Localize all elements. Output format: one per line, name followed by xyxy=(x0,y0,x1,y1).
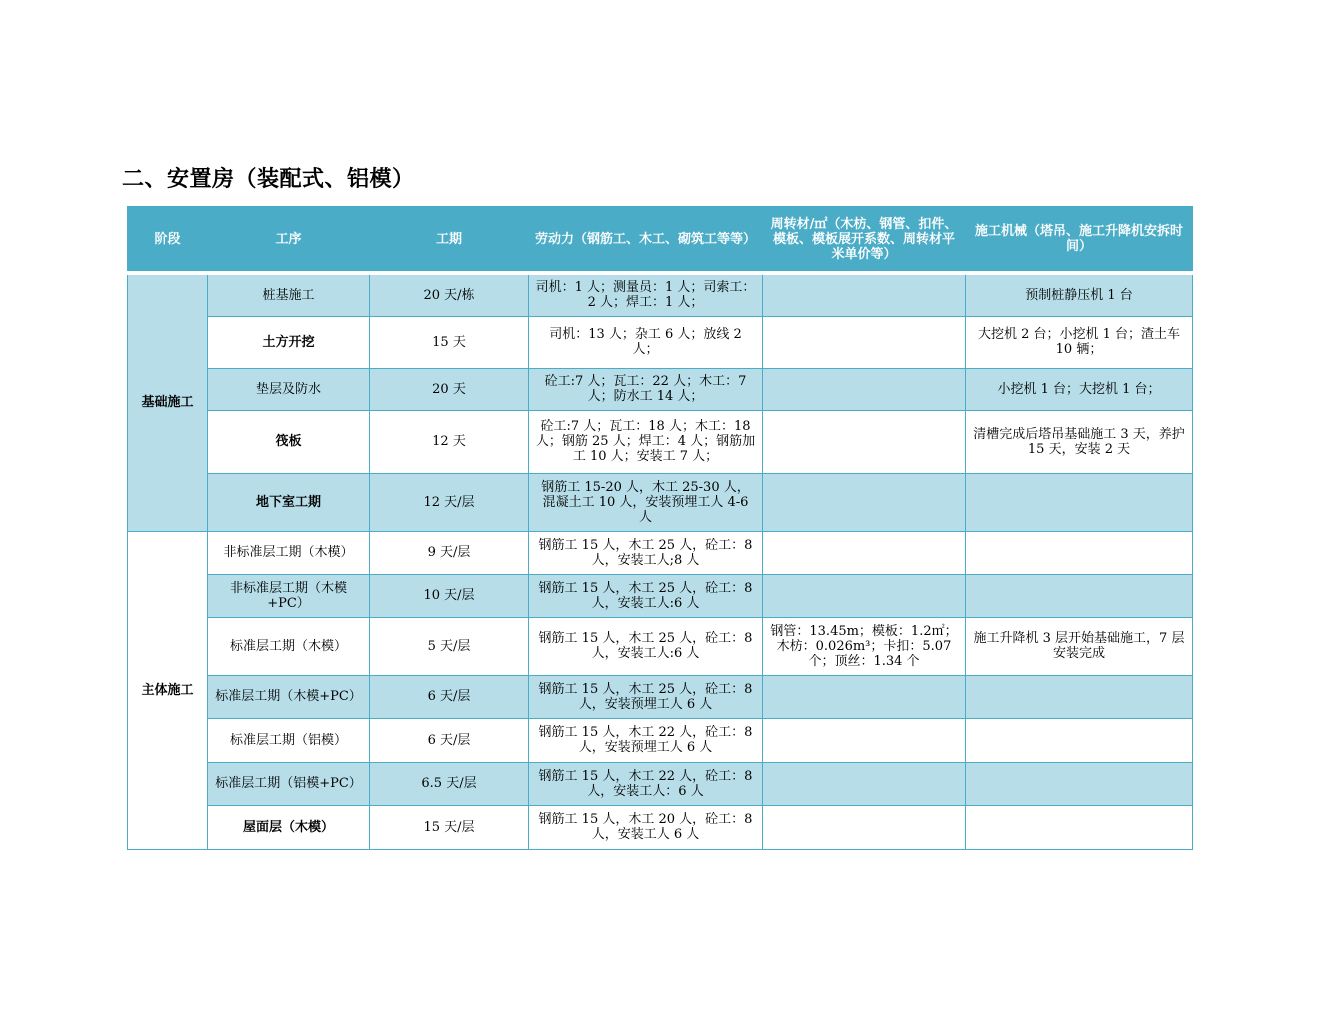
table-row xyxy=(128,675,1193,718)
material-cell xyxy=(763,718,966,762)
process-cell: 屋面层（木模） xyxy=(208,805,370,849)
table-row xyxy=(128,316,1193,368)
table-row xyxy=(128,574,1193,617)
duration-cell: 15 天 xyxy=(370,316,529,368)
duration-cell: 12 天/层 xyxy=(370,473,529,531)
material-cell xyxy=(763,762,966,805)
duration-cell: 15 天/层 xyxy=(370,805,529,849)
machinery-cell xyxy=(966,574,1193,617)
material-cell xyxy=(763,675,966,718)
process-cell: 非标准层工期（木模） xyxy=(208,531,370,574)
duration-cell: 5 天/层 xyxy=(370,617,529,675)
labor-cell: 钢筋工 15 人，木工 25 人，砼工：8 人，安装工人:6 人 xyxy=(529,574,763,617)
labor-cell: 砼工:7 人；瓦工：22 人；木工：7 人；防水工 14 人； xyxy=(529,368,763,410)
table-row xyxy=(128,531,1193,574)
stage-cell: 基础施工 xyxy=(128,273,208,531)
labor-cell: 钢筋工 15 人，木工 25 人，砼工：8 人，安装工人:6 人 xyxy=(529,617,763,675)
table-row xyxy=(128,410,1193,473)
labor-cell: 钢筋工 15 人，木工 25 人，砼工：8 人，安装工人;8 人 xyxy=(529,531,763,574)
machinery-cell xyxy=(966,473,1193,531)
machinery-cell: 施工升降机 3 层开始基础施工，7 层安装完成 xyxy=(966,617,1193,675)
process-cell: 桩基施工 xyxy=(208,273,370,316)
machinery-cell xyxy=(966,718,1193,762)
header-labor: 劳动力（钢筋工、木工、砌筑工等等） xyxy=(529,207,763,274)
material-cell xyxy=(763,574,966,617)
table-row xyxy=(128,368,1193,410)
labor-cell: 钢筋工 15 人，木工 22 人，砼工：8 人，安装工人：6 人 xyxy=(529,762,763,805)
duration-cell: 20 天 xyxy=(370,368,529,410)
table-header-row xyxy=(128,207,1193,274)
duration-cell: 6 天/层 xyxy=(370,718,529,762)
process-cell: 标准层工期（铝模+PC） xyxy=(208,762,370,805)
labor-cell: 钢筋工 15 人，木工 25 人，砼工：8 人，安装预埋工人 6 人 xyxy=(529,675,763,718)
labor-cell: 司机：1 人；测量员：1 人；司索工：2 人；焊工：1 人； xyxy=(529,273,763,316)
machinery-cell xyxy=(966,805,1193,849)
labor-cell: 钢筋工 15 人，木工 22 人，砼工：8 人，安装预埋工人 6 人 xyxy=(529,718,763,762)
header-machinery: 施工机械（塔吊、施工升降机安拆时间） xyxy=(966,207,1193,274)
material-cell xyxy=(763,473,966,531)
duration-cell: 6 天/层 xyxy=(370,675,529,718)
table-row xyxy=(128,273,1193,316)
machinery-cell: 预制桩静压机 1 台 xyxy=(966,273,1193,316)
header-process: 工序 xyxy=(208,207,370,274)
duration-cell: 12 天 xyxy=(370,410,529,473)
header-material: 周转材/㎡（木枋、钢管、扣件、模板、模板展开系数、周转材平米单价等） xyxy=(763,207,966,274)
process-cell: 垫层及防水 xyxy=(208,368,370,410)
machinery-cell: 清槽完成后塔吊基础施工 3 天，养护 15 天，安装 2 天 xyxy=(966,410,1193,473)
duration-cell: 10 天/层 xyxy=(370,574,529,617)
table-row xyxy=(128,805,1193,849)
material-cell xyxy=(763,531,966,574)
machinery-cell xyxy=(966,531,1193,574)
material-cell: 钢管：13.45m；模板：1.2㎡；木枋：0.026m³；卡扣：5.07 个；顶丝：1.34 个 xyxy=(763,617,966,675)
process-cell: 筏板 xyxy=(208,410,370,473)
table-row xyxy=(128,762,1193,805)
stage-cell: 主体施工 xyxy=(128,531,208,849)
labor-cell: 砼工:7 人；瓦工：18 人；木工：18 人；钢筋 25 人；焊工：4 人；钢筋加工 10 人；安装工 7 人； xyxy=(529,410,763,473)
labor-cell: 钢筋工 15-20 人，木工 25-30 人，混凝土工 10 人，安装预埋工人 4-6 人 xyxy=(529,473,763,531)
process-cell: 标准层工期（木模） xyxy=(208,617,370,675)
process-cell: 土方开挖 xyxy=(208,316,370,368)
duration-cell: 6.5 天/层 xyxy=(370,762,529,805)
machinery-cell: 大挖机 2 台；小挖机 1 台；渣土车 10 辆； xyxy=(966,316,1193,368)
construction-schedule-table xyxy=(127,206,1193,850)
process-cell: 标准层工期（木模+PC） xyxy=(208,675,370,718)
material-cell xyxy=(763,273,966,316)
header-duration: 工期 xyxy=(370,207,529,274)
table-row xyxy=(128,718,1193,762)
material-cell xyxy=(763,368,966,410)
material-cell xyxy=(763,805,966,849)
duration-cell: 9 天/层 xyxy=(370,531,529,574)
process-cell: 标准层工期（铝模） xyxy=(208,718,370,762)
duration-cell: 20 天/栋 xyxy=(370,273,529,316)
labor-cell: 司机：13 人；杂工 6 人；放线 2 人； xyxy=(529,316,763,368)
machinery-cell xyxy=(966,675,1193,718)
header-stage: 阶段 xyxy=(128,207,208,274)
labor-cell: 钢筋工 15 人，木工 20 人，砼工：8 人，安装工人 6 人 xyxy=(529,805,763,849)
process-cell: 非标准层工期（木模+PC） xyxy=(208,574,370,617)
table-row xyxy=(128,617,1193,675)
page-title: 二、安置房（装配式、铝模） xyxy=(122,167,415,192)
material-cell xyxy=(763,410,966,473)
material-cell xyxy=(763,316,966,368)
machinery-cell: 小挖机 1 台；大挖机 1 台； xyxy=(966,368,1193,410)
table-row xyxy=(128,473,1193,531)
machinery-cell xyxy=(966,762,1193,805)
process-cell: 地下室工期 xyxy=(208,473,370,531)
